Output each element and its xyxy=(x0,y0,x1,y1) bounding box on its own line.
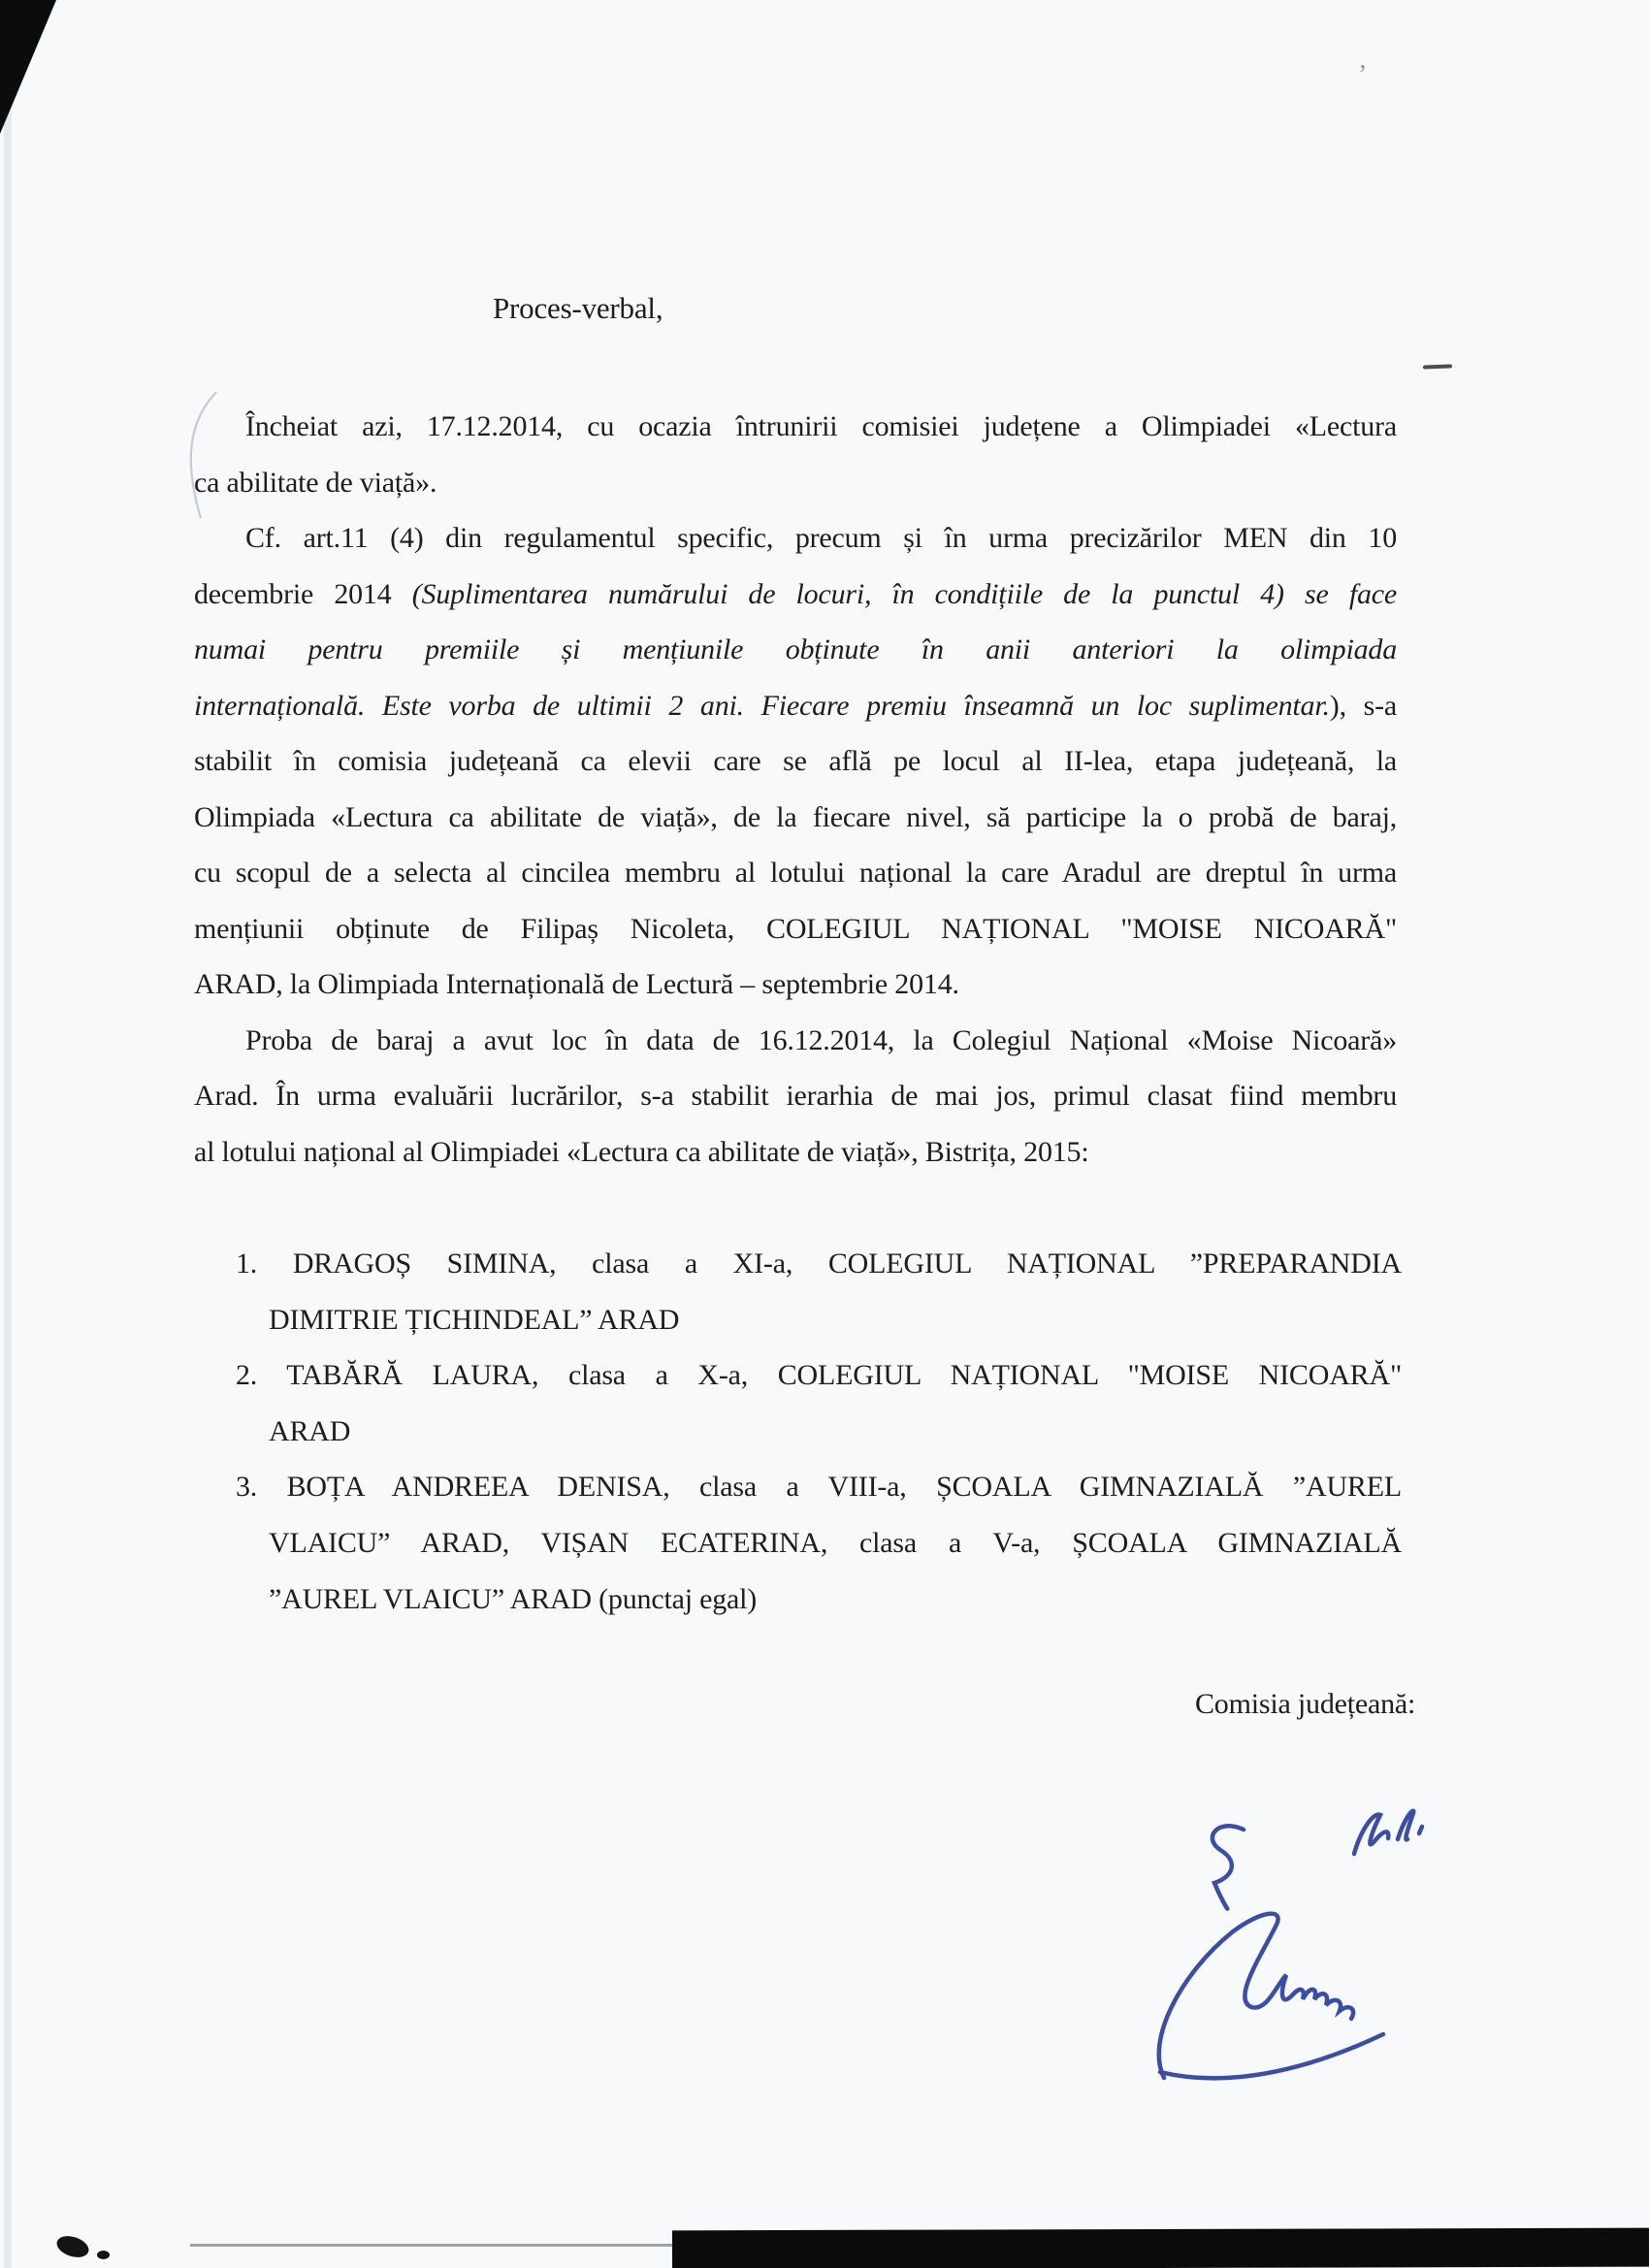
ranking-item-2-line: 2. TABĂRĂ LAURA, clasa a X-a, COLEGIUL NAȚIONAL "MOISE NICOARĂ" xyxy=(236,1359,1402,1391)
paragraph-line: ca abilitate de viață». xyxy=(194,467,437,499)
paragraph-line: cu scopul de a selecta al cincilea membru al lotului național la care Aradul are dreptul în urma xyxy=(194,857,1397,889)
line-segment-italic: internațională. Este vorba de ultimii 2 ani. Fiecare premiu înseamnă un loc suplimentar. xyxy=(194,690,1330,722)
paragraph-line: Olimpiada «Lectura ca abilitate de viață», de la fiecare nivel, să participe la o probă de baraj, xyxy=(194,801,1397,833)
paragraph-line: numai pentru premiile și mențiunile obținute în anii anteriori la olimpiada xyxy=(194,633,1397,665)
paragraph-line: mențiunii obținute de Filipaș Nicoleta, COLEGIUL NAȚIONAL "MOISE NICOARĂ" xyxy=(194,913,1397,945)
pencil-dash-mark xyxy=(1423,364,1452,369)
paragraph-line: ARAD, la Olimpiada Internațională de Lectură – septembrie 2014. xyxy=(194,968,959,1000)
paragraph-line xyxy=(194,575,1397,614)
ink-blob-artifact xyxy=(97,2251,110,2259)
bottom-scan-bar xyxy=(672,2228,1649,2268)
paragraph-line: stabilit în comisia județeană ca elevii care se află pe locul al II-lea, etapa județeană, la xyxy=(194,745,1397,777)
line-segment: decembrie 2014 xyxy=(194,578,412,610)
line-segment-italic: (Suplimentarea numărului de locuri, în condițiile de la punctul 4) se face xyxy=(411,578,1397,610)
corner-fold-mark xyxy=(0,0,56,134)
paragraph-line: al lotului național al Olimpiadei «Lectura ca abilitate de viață», Bistrița, 2015: xyxy=(194,1136,1089,1168)
ink-blob-artifact xyxy=(54,2232,92,2261)
signature-ink xyxy=(1106,1785,1474,2095)
paragraph-line: Proba de baraj a avut loc în data de 16.12.2014, la Colegiul Național «Moise Nicoară» xyxy=(245,1024,1397,1056)
paragraph-line: Arad. În urma evaluării lucrărilor, s-a stabilit ierarhia de mai jos, primul clasat fiind membru xyxy=(194,1080,1397,1112)
bottom-hairline-artifact xyxy=(190,2244,675,2247)
ranking-item-1-line: DIMITRIE ȚICHINDEAL” ARAD xyxy=(269,1304,680,1336)
ranking-item-3-line: ”AUREL VLAICU” ARAD (punctaj egal) xyxy=(269,1583,758,1615)
ranking-item-3-line: 3. BOȚA ANDREEA DENISA, clasa a VIII-a, ȘCOALA GIMNAZIALĂ ”AUREL xyxy=(236,1471,1402,1503)
ranking-item-1-line: 1. DRAGOȘ SIMINA, clasa a XI-a, COLEGIUL NAȚIONAL ”PREPARANDIA xyxy=(236,1247,1402,1280)
pen-curve-artifact xyxy=(179,388,238,524)
ranking-item-3-line: VLAICU” ARAD, VIȘAN ECATERINA, clasa a V-a, ȘCOALA GIMNAZIALĂ xyxy=(269,1527,1402,1559)
stray-apostrophe-mark: ’ xyxy=(1358,60,1368,90)
line-segment: ), s-a xyxy=(1329,690,1397,722)
paragraph-line: Cf. art.11 (4) din regulamentul specific, precum și în urma precizărilor MEN din 10 xyxy=(245,522,1397,554)
document-title: Proces-verbal, xyxy=(493,291,663,325)
ranking-item-2-line: ARAD xyxy=(269,1415,351,1447)
paragraph-line xyxy=(194,687,1397,726)
closing-line: Comisia județeană: xyxy=(1195,1688,1416,1720)
paragraph-line: Încheiat azi, 17.12.2014, cu ocazia întrunirii comisiei județene a Olimpiadei «Lectura xyxy=(245,410,1397,442)
